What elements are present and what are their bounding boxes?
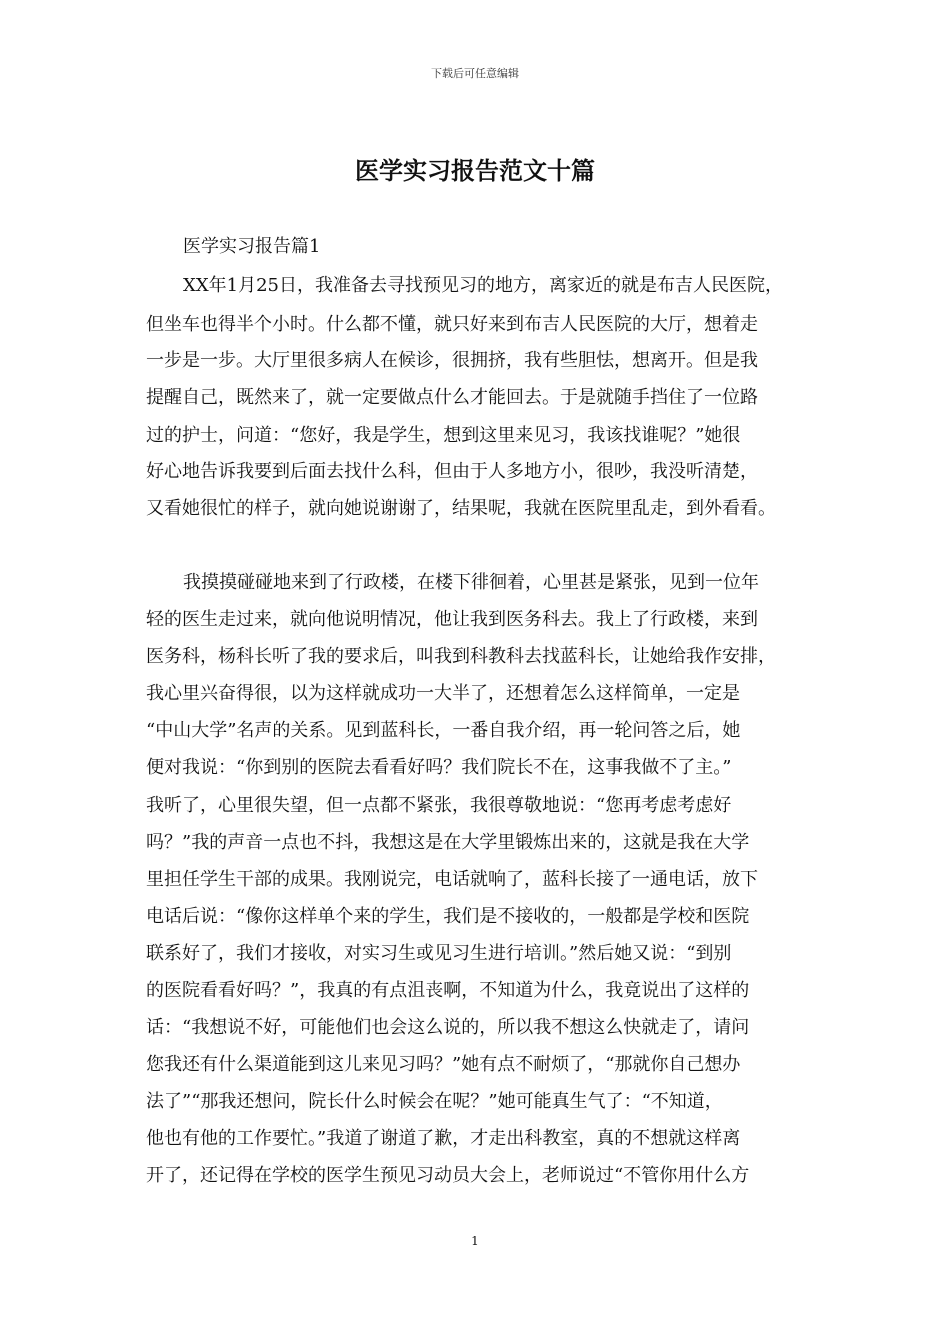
paragraph-line: 好心地告诉我要到后面去找什么科，但由于人多地方小，很吵，我没听清楚， — [146, 461, 758, 482]
paragraph-line: 医务科，杨科长听了我的要求后，叫我到科教科去找蓝科长，让她给我作安排， — [146, 646, 776, 667]
paragraph-line: 一步是一步。大厅里很多病人在候诊，很拥挤，我有些胆怯，想离开。但是我 — [146, 350, 758, 371]
paragraph-line: XX年1月25日，我准备去寻找预见习的地方，离家近的就是布吉人民医院， — [183, 275, 783, 296]
paragraph-line: 便对我说：“你到别的医院去看看好吗？我们院长不在，这事我做不了主。” — [146, 757, 732, 778]
page-number: 1 — [471, 1234, 479, 1248]
paragraph-line: 联系好了，我们才接收，对实习生或见习生进行培训。”然后她又说：“到别 — [146, 943, 732, 964]
paragraph-line: “中山大学”名声的关系。见到蓝科长，一番自我介绍，再一轮问答之后，她 — [146, 720, 741, 741]
paragraph-line: 您我还有什么渠道能到这儿来见习吗？”她有点不耐烦了，“那就你自己想办 — [146, 1054, 741, 1075]
paragraph-line: 但坐车也得半个小时。什么都不懂，就只好来到布吉人民医院的大厅，想着走 — [146, 314, 758, 335]
paragraph-line: 法了”“那我还想问，院长什么时候会在呢？”她可能真生气了：“不知道， — [146, 1091, 723, 1112]
document-title: 医学实习报告范文十篇 — [355, 156, 595, 185]
paragraph-line: 提醒自己，既然来了，就一定要做点什么才能回去。于是就随手挡住了一位路 — [146, 387, 758, 408]
paragraph-line: 话：“我想说不好，可能他们也会这么说的，所以我不想这么快就走了，请问 — [146, 1017, 750, 1038]
paragraph-line: 我摸摸碰碰地来到了行政楼，在楼下徘徊着，心里甚是紧张，见到一位年 — [183, 572, 759, 593]
paragraph-line: 我听了，心里很失望，但一点都不紧张，我很尊敬地说：“您再考虑考虑好 — [146, 795, 732, 816]
paragraph-line: 过的护士，问道：“您好，我是学生，想到这里来见习，我该找谁呢？”她很 — [146, 425, 741, 446]
page-header-note: 下载后可任意编辑 — [431, 67, 519, 80]
paragraph-line: 轻的医生走过来，就向他说明情况，他让我到医务科去。我上了行政楼，来到 — [146, 609, 758, 630]
paragraph-line: 的医院看看好吗？”，我真的有点沮丧啊，不知道为什么，我竟说出了这样的 — [146, 980, 750, 1001]
paragraph-line: 电话后说：“像你这样单个来的学生，我们是不接收的，一般都是学校和医院 — [146, 906, 750, 927]
paragraph-line: 里担任学生干部的成果。我刚说完，电话就响了，蓝科长接了一通电话，放下 — [146, 869, 758, 890]
paragraph-line: 吗？”我的声音一点也不抖，我想这是在大学里锻炼出来的，这就是我在大学 — [146, 832, 750, 853]
paragraph-line: 我心里兴奋得很，以为这样就成功一大半了，还想着怎么这样简单，一定是 — [146, 683, 740, 704]
paragraph-line: 又看她很忙的样子，就向她说谢谢了，结果呢，我就在医院里乱走，到外看看。 — [146, 498, 776, 519]
section-heading: 医学实习报告篇1 — [183, 236, 321, 257]
paragraph-line: 开了，还记得在学校的医学生预见习动员大会上，老师说过“不管你用什么方 — [146, 1165, 750, 1186]
paragraph-line: 他也有他的工作要忙。”我道了谢道了歉，才走出科教室，真的不想就这样离 — [146, 1128, 741, 1149]
